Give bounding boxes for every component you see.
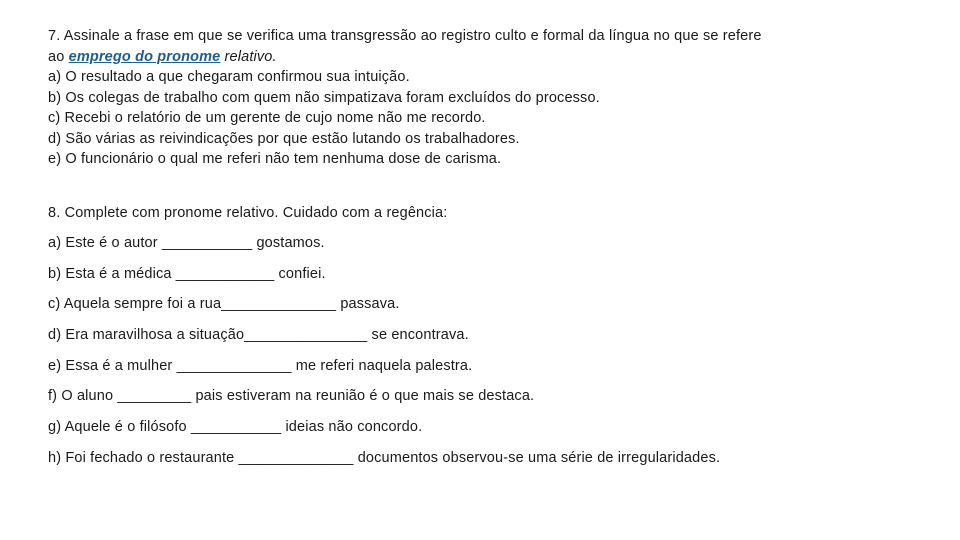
stem-suffix: relativo.	[220, 48, 277, 65]
highlighted-phrase: emprego do pronome	[68, 48, 221, 65]
question-7-stem-line2	[48, 47, 928, 68]
question-8-title: 8. Complete com pronome relativo. Cuidado com a regência:	[48, 204, 448, 221]
question-7-stem-line1: 7. Assinale a frase em que se verifica uma transgressão ao registro culto e formal da língua no que se refere	[48, 28, 762, 44]
stem-prefix: ao	[48, 48, 69, 65]
slide-content	[48, 26, 928, 479]
fill-item-e: e) Essa é a mulher ______________ me referi naquela palestra.	[48, 357, 473, 374]
fill-item-h: h) Foi fechado o restaurante ______________ documentos observou-se uma série de irregularidades.	[48, 449, 721, 466]
question-7	[48, 26, 928, 170]
option-a: a) O resultado a que chegaram confirmou sua intuição.	[48, 69, 410, 85]
fill-item-c: c) Aquela sempre foi a rua______________ passava.	[48, 296, 400, 313]
fill-item-b: b) Esta é a médica ____________ confiei.	[48, 265, 326, 282]
question-8	[48, 203, 928, 469]
option-b: b) Os colegas de trabalho com quem não simpatizava foram excluídos do processo.	[48, 89, 600, 106]
option-e: e) O funcionário o qual me referi não tem nenhuma dose de carisma.	[48, 151, 502, 167]
option-d: d) São várias as reivindicações por que estão lutando os trabalhadores.	[48, 130, 520, 147]
fill-item-f: f) O aluno _________ pais estiveram na reunião é o que mais se destaca.	[48, 388, 535, 405]
fill-item-d: d) Era maravilhosa a situação_______________ se encontrava.	[48, 327, 469, 344]
fill-item-g: g) Aquele é o filósofo ___________ ideias não concordo.	[48, 419, 423, 436]
option-c: c) Recebi o relatório de um gerente de cujo nome não me recordo.	[48, 110, 486, 126]
fill-item-a: a) Este é o autor ___________ gostamos.	[48, 235, 325, 251]
